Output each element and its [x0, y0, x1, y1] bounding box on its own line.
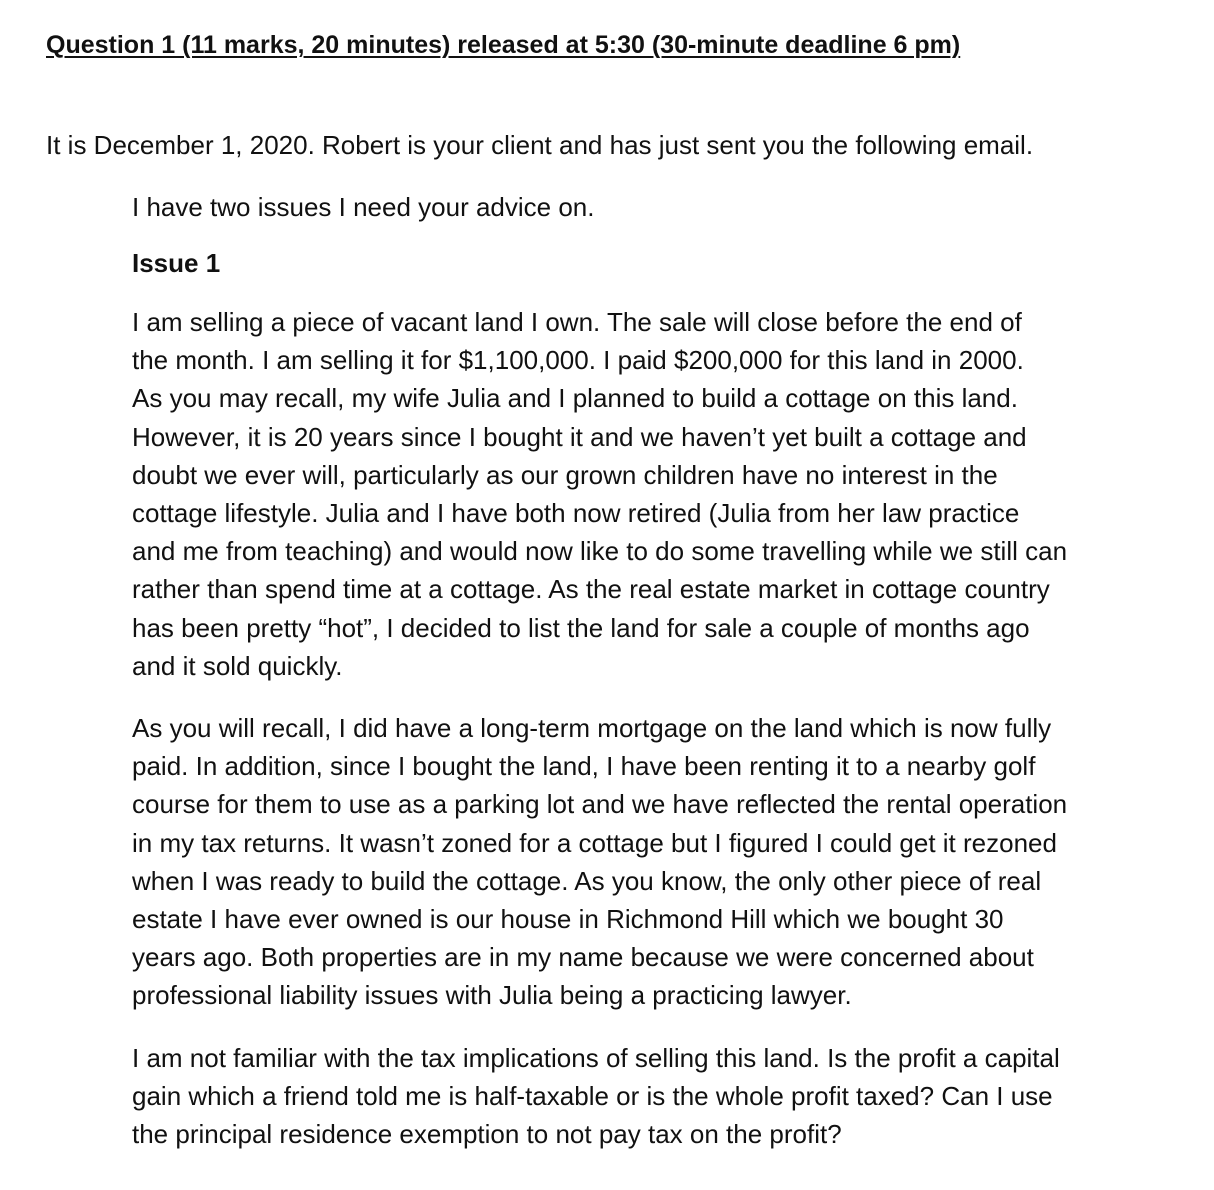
text-line: As you will recall, I did have a long-term mortgage on the land which is now fully — [132, 713, 1052, 744]
text-line: professional liability issues with Julia being a practicing lawyer. — [132, 980, 852, 1011]
text-line: when I was ready to build the cottage. As you know, the only other piece of real — [132, 865, 1042, 896]
text-line: in my tax returns. It wasn’t zoned for a cottage but I figured I could get it rezoned — [132, 827, 1057, 858]
text-line: gain which a friend told me is half-taxable or is the whole profit taxed? Can I use — [132, 1080, 1053, 1111]
text-line: cottage lifestyle. Julia and I have both now retired (Julia from her law practice — [132, 498, 1020, 529]
text-line: I am selling a piece of vacant land I own. The sale will close before the end of — [132, 307, 1022, 337]
email-body — [132, 191, 1182, 1153]
question-heading: Question 1 (11 marks, 20 minutes) released at 5:30 (30-minute deadline 6 pm) — [46, 31, 961, 59]
issue-title: Issue 1 — [132, 248, 221, 278]
email-paragraph-1 — [132, 303, 1182, 685]
email-paragraph-3 — [132, 1039, 1182, 1154]
text-line: I am not familiar with the tax implications of selling this land. Is the profit a capital — [132, 1042, 1060, 1073]
text-line: the principal residence exemption to not pay tax on the profit? — [132, 1119, 842, 1150]
text-line: the month. I am selling it for $1,100,000. I paid $200,000 for this land in 2000. — [132, 345, 1024, 376]
text-line: and it sold quickly. — [132, 650, 343, 681]
text-line: As you may recall, my wife Julia and I planned to build a cottage on this land. — [132, 383, 1018, 414]
text-line: paid. In addition, since I bought the land, I have been renting it to a nearby golf — [132, 751, 1036, 782]
email-lead: I have two issues I need your advice on. — [132, 192, 595, 222]
intro-text: It is December 1, 2020. Robert is your client and has just sent you the following email. — [46, 130, 1034, 160]
text-line: doubt we ever will, particularly as our grown children have no interest in the — [132, 459, 998, 490]
email-paragraph-2 — [132, 709, 1182, 1015]
text-line: has been pretty “hot”, I decided to list the land for sale a couple of months ago — [132, 612, 1030, 643]
text-line: years ago. Both properties are in my name because we were concerned about — [132, 942, 1034, 973]
text-line: rather than spend time at a cottage. As the real estate market in cottage country — [132, 574, 1050, 605]
text-line: course for them to use as a parking lot and we have reflected the rental operation — [132, 789, 1068, 820]
text-line: and me from teaching) and would now like to do some travelling while we still can — [132, 536, 1068, 567]
text-line: However, it is 20 years since I bought it and we haven’t yet built a cottage and — [132, 421, 1027, 452]
text-line: estate I have ever owned is our house in Richmond Hill which we bought 30 — [132, 904, 1004, 935]
